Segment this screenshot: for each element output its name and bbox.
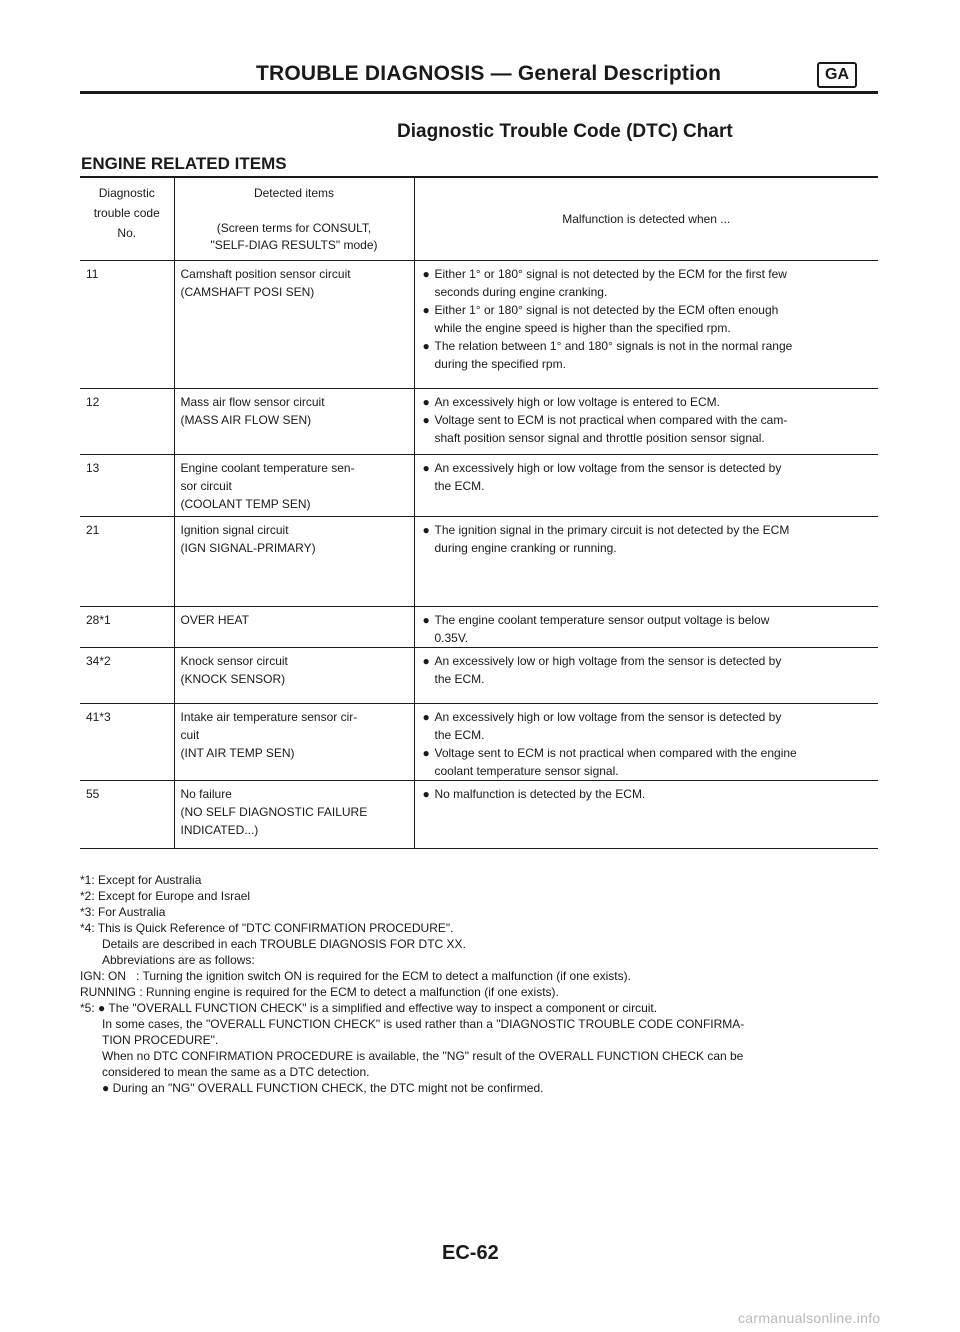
malfunction-line: Either 1° or 180° signal is not detected by the ECM often enough: [434, 303, 779, 317]
malfunction-line: The ignition signal in the primary circuit is not detected by the ECM: [434, 523, 790, 537]
dtc-table: [80, 176, 878, 849]
detected-items: [174, 704, 414, 781]
section-title: ENGINE RELATED ITEMS: [81, 154, 287, 173]
footnote: ● During an "NG" OVERALL FUNCTION CHECK, the DTC might not be confirmed.: [102, 1081, 544, 1095]
detected-items: [174, 455, 414, 517]
dtc-code: 34*2: [80, 648, 174, 704]
table-row: [80, 648, 878, 704]
footnote: considered to mean the same as a DTC detection.: [102, 1065, 370, 1079]
malfunction-line: No malfunction is detected by the ECM.: [434, 787, 646, 801]
dtc-code: 21: [80, 517, 174, 607]
detected-item-line: (IGN SIGNAL-PRIMARY): [180, 541, 316, 555]
bullet-icon: ●: [422, 303, 430, 317]
detected-items: [174, 648, 414, 704]
header-code-line: Diagnostic: [98, 186, 155, 200]
footnote: In some cases, the "OVERALL FUNCTION CHECK" is used rather than a "DIAGNOSTIC TROUBLE CODE CONFIRMA-: [102, 1017, 745, 1031]
watermark: carmanualsonline.info: [738, 1310, 881, 1326]
header-title: TROUBLE DIAGNOSIS — General Description: [256, 62, 722, 85]
detected-item-line: Knock sensor circuit: [180, 654, 288, 668]
malfunction-item: [421, 521, 873, 557]
table-row: [80, 261, 878, 389]
header-code: [80, 177, 174, 261]
malfunction-item: [421, 785, 873, 803]
footnote: TION PROCEDURE".: [102, 1033, 219, 1047]
dtc-code: 11: [80, 261, 174, 389]
malfunction-item: [421, 301, 873, 337]
malfunction-condition: [414, 517, 878, 607]
table-row: [80, 517, 878, 607]
detected-item-line: Engine coolant temperature sen-: [180, 461, 355, 475]
bullet-icon: ●: [422, 395, 430, 409]
detected-items: [174, 389, 414, 455]
malfunction-item: [421, 744, 873, 780]
malfunction-line: during the specified rpm.: [434, 357, 566, 371]
malfunction-line: the ECM.: [434, 728, 485, 742]
malfunction-line: The relation between 1° and 180° signals is not in the normal range: [434, 339, 793, 353]
bullet-icon: ●: [422, 710, 430, 724]
malfunction-line: during engine cranking or running.: [434, 541, 617, 555]
malfunction-line: coolant temperature sensor signal.: [434, 764, 619, 778]
header-items-line: Detected items: [253, 185, 335, 200]
malfunction-item: [421, 337, 873, 373]
table-row: [80, 607, 878, 648]
detected-item-line: Ignition signal circuit: [180, 523, 289, 537]
dtc-code: 55: [80, 781, 174, 849]
header-malfunction-label: Malfunction is detected when ...: [562, 212, 731, 226]
detected-items: [174, 261, 414, 389]
malfunction-line: while the engine speed is higher than the specified rpm.: [434, 321, 731, 335]
detected-items: [174, 517, 414, 607]
footnote: Abbreviations are as follows:: [102, 953, 255, 967]
bullet-icon: ●: [422, 413, 430, 427]
malfunction-item: [421, 265, 873, 301]
bullet-icon: ●: [422, 654, 430, 668]
chart-title: Diagnostic Trouble Code (DTC) Chart: [397, 121, 733, 142]
malfunction-line: 0.35V.: [434, 631, 469, 645]
dtc-code: 13: [80, 455, 174, 517]
detected-item-line: (NO SELF DIAGNOSTIC FAILURE: [180, 805, 368, 819]
malfunction-line: Voltage sent to ECM is not practical when compared with the engine: [434, 746, 797, 760]
dtc-code: 41*3: [80, 704, 174, 781]
footnote: *5: ● The "OVERALL FUNCTION CHECK" is a simplified and effective way to inspect a component or circuit.: [80, 1001, 658, 1015]
detected-item-line: (CAMSHAFT POSI SEN): [180, 285, 315, 299]
malfunction-line: shaft position sensor signal and throttle position sensor signal.: [434, 431, 765, 445]
detected-item-line: cuit: [180, 728, 200, 742]
detected-item-line: Intake air temperature sensor cir-: [180, 710, 358, 724]
bullet-icon: ●: [422, 523, 430, 537]
header-rule: [80, 91, 878, 94]
malfunction-condition: [414, 648, 878, 704]
detected-items: [174, 781, 414, 849]
malfunction-item: [421, 459, 873, 495]
malfunction-condition: [414, 781, 878, 849]
table-header-row: [80, 177, 878, 261]
malfunction-line: An excessively high or low voltage from the sensor is detected by: [434, 461, 782, 475]
malfunction-condition: [414, 607, 878, 648]
malfunction-line: the ECM.: [434, 672, 485, 686]
detected-item-line: sor circuit: [180, 479, 232, 493]
bullet-icon: ●: [422, 746, 430, 760]
detected-item-line: Camshaft position sensor circuit: [180, 267, 351, 281]
footnote: *3: For Australia: [80, 905, 166, 919]
detected-item-line: (INT AIR TEMP SEN): [180, 746, 295, 760]
malfunction-line: The engine coolant temperature sensor output voltage is below: [434, 613, 770, 627]
malfunction-condition: [414, 704, 878, 781]
footnotes: [80, 872, 880, 1096]
bullet-icon: ●: [422, 339, 430, 353]
detected-item-line: INDICATED...): [180, 823, 259, 837]
malfunction-line: An excessively high or low voltage is entered to ECM.: [434, 395, 720, 409]
footnote: *4: This is Quick Reference of "DTC CONFIRMATION PROCEDURE".: [80, 921, 454, 935]
bullet-icon: ●: [422, 787, 430, 801]
malfunction-line: An excessively high or low voltage from the sensor is detected by: [434, 710, 782, 724]
malfunction-item: [421, 411, 873, 447]
detected-items: [174, 607, 414, 648]
dtc-code: 28*1: [80, 607, 174, 648]
malfunction-line: Voltage sent to ECM is not practical when compared with the cam-: [434, 413, 788, 427]
detected-item-line: OVER HEAT: [180, 613, 249, 627]
footnote: Details are described in each TROUBLE DIAGNOSIS FOR DTC XX.: [102, 937, 466, 951]
footnote: IGN: ON : Turning the ignition switch ON is required for the ECM to detect a malfunction (if one exists).: [80, 969, 631, 983]
malfunction-line: An excessively low or high voltage from the sensor is detected by: [434, 654, 782, 668]
malfunction-condition: [414, 455, 878, 517]
header-code-line: No.: [117, 226, 137, 240]
detected-item-line: (KNOCK SENSOR): [180, 672, 286, 686]
table-row: [80, 704, 878, 781]
page-number: EC-62: [442, 1242, 499, 1264]
dtc-code: 12: [80, 389, 174, 455]
malfunction-item: [421, 652, 873, 688]
table-row: [80, 455, 878, 517]
malfunction-line: seconds during engine cranking.: [434, 285, 608, 299]
malfunction-condition: [414, 261, 878, 389]
header-items-line: "SELF-DIAG RESULTS" mode): [210, 237, 378, 252]
footnote: RUNNING : Running engine is required for the ECM to detect a malfunction (if one exists).: [80, 985, 559, 999]
malfunction-condition: [414, 389, 878, 455]
bullet-icon: ●: [422, 461, 430, 475]
table-row: [80, 781, 878, 849]
table-row: [80, 389, 878, 455]
header-malfunction: [414, 177, 878, 261]
bullet-icon: ●: [422, 267, 430, 281]
malfunction-item: [421, 708, 873, 744]
header-items: [174, 177, 414, 261]
ga-badge: GA: [817, 62, 857, 88]
malfunction-line: the ECM.: [434, 479, 485, 493]
detected-item-line: No failure: [180, 787, 232, 801]
detected-item-line: Mass air flow sensor circuit: [180, 395, 325, 409]
malfunction-line: Either 1° or 180° signal is not detected by the ECM for the first few: [434, 267, 787, 281]
footnote: *2: Except for Europe and Israel: [80, 889, 251, 903]
footnote: When no DTC CONFIRMATION PROCEDURE is available, the "NG" result of the OVERALL FUNCTION CHECK can be: [102, 1049, 744, 1063]
header-code-line: trouble code: [93, 206, 160, 220]
header-items-line: (Screen terms for CONSULT,: [216, 220, 372, 235]
detected-item-line: (MASS AIR FLOW SEN): [180, 413, 312, 427]
malfunction-item: [421, 611, 873, 647]
malfunction-item: [421, 393, 873, 411]
bullet-icon: ●: [422, 613, 430, 627]
footnote: *1: Except for Australia: [80, 873, 202, 887]
detected-item-line: (COOLANT TEMP SEN): [180, 497, 311, 511]
